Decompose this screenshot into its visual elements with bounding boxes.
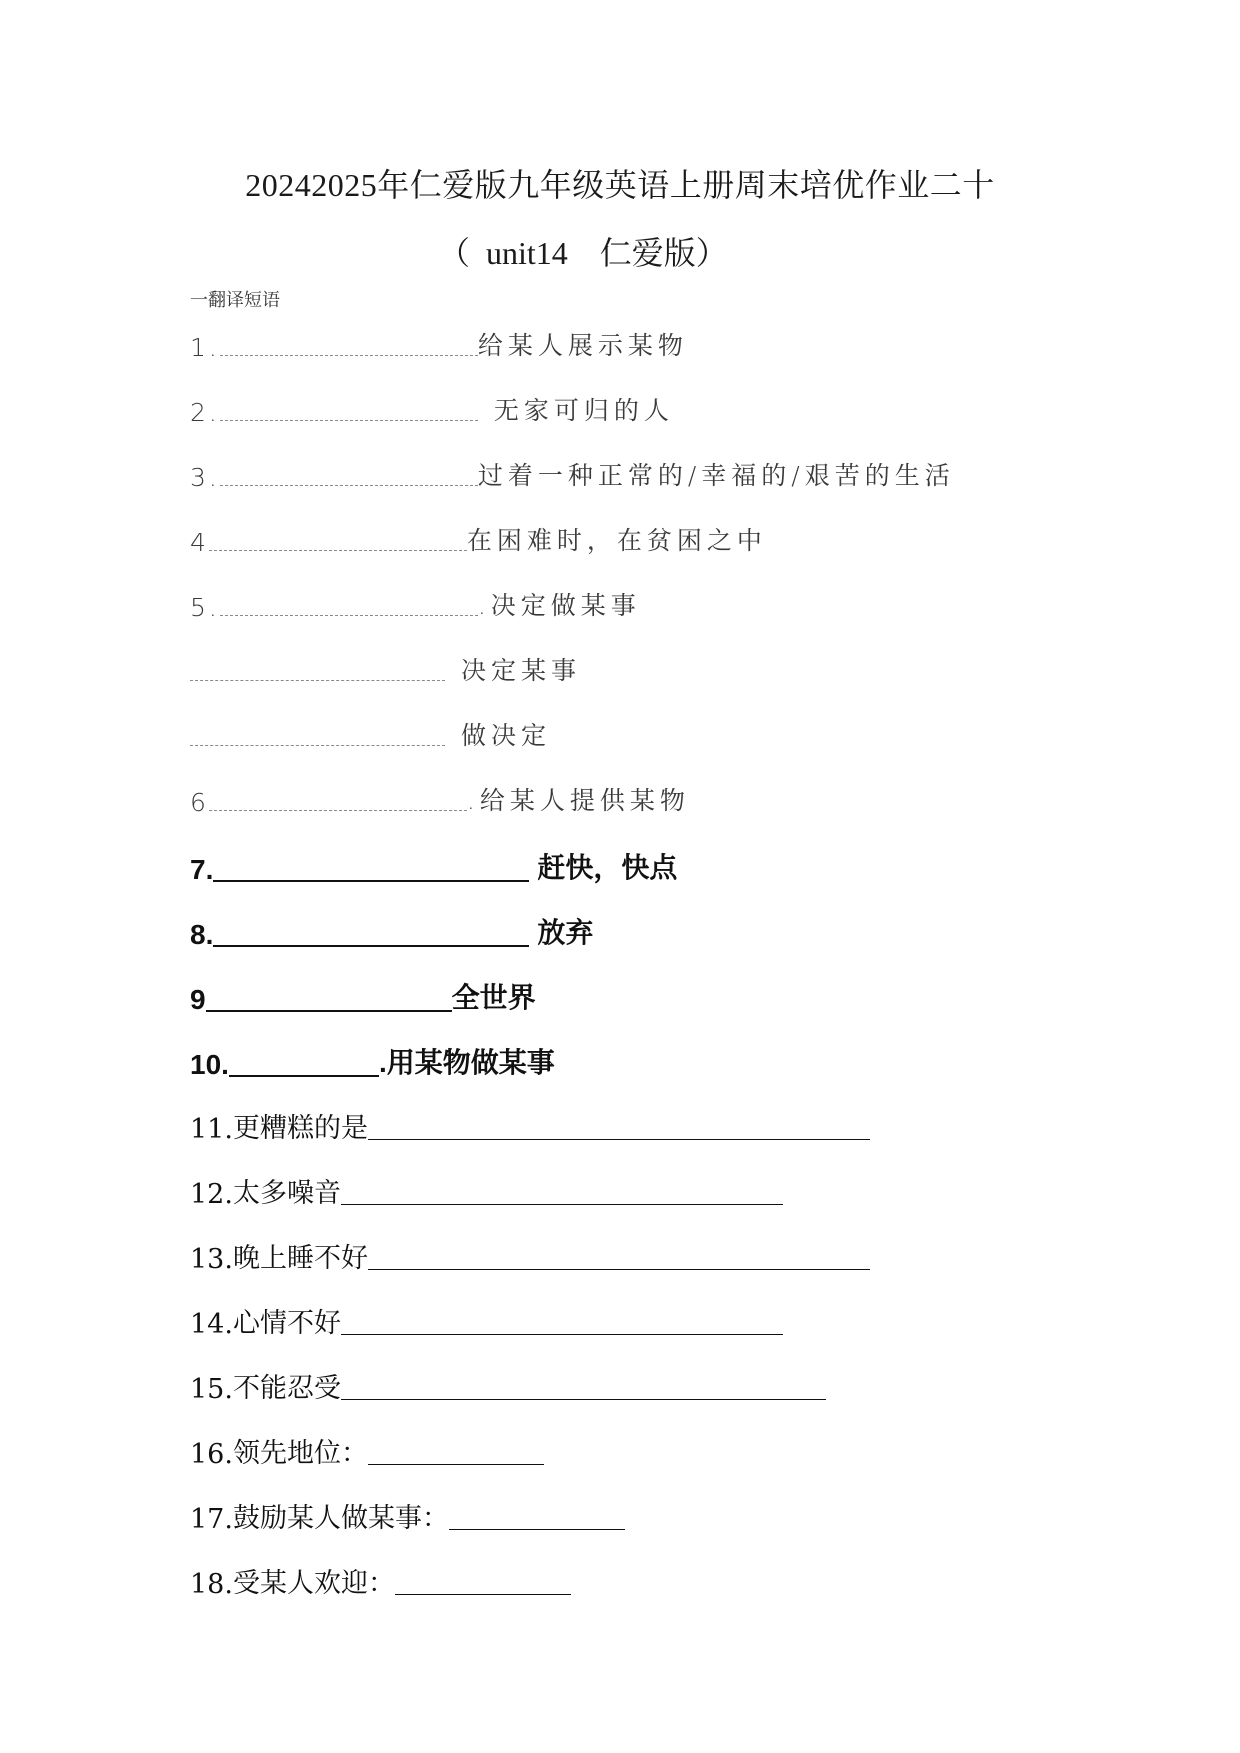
list-item [190, 1561, 571, 1600]
item-number: 11. [190, 1114, 233, 1145]
item-text: 无家可归的人 [493, 396, 674, 425]
section-heading: 一翻译短语 [190, 290, 280, 311]
item-number: 9 [190, 984, 206, 1015]
list-item [190, 846, 677, 886]
item-number: 6 [190, 788, 209, 817]
page-title: 20242025年仁爱版九年级英语上册周末培优作业二十 [245, 167, 995, 203]
item-text: 做决定 [461, 721, 552, 750]
list-item [190, 391, 674, 427]
item-text: 不能忍受 [232, 1373, 341, 1404]
list-item [190, 1366, 826, 1405]
item-text: 在困难时，在贫困之中 [466, 526, 767, 555]
item-text: 更糟糕的是 [232, 1113, 368, 1144]
answer-blank[interactable] [229, 1075, 379, 1077]
answer-blank[interactable] [213, 880, 529, 882]
item-text: 给某人展示某物 [477, 331, 688, 360]
item-number: 12. [190, 1179, 233, 1210]
answer-blank[interactable] [220, 354, 478, 356]
list-item [190, 1301, 783, 1340]
item-text: 领先地位： [232, 1438, 368, 1469]
item-number: 15. [190, 1374, 233, 1405]
list-item [190, 1106, 870, 1145]
item-text: 心情不好 [232, 1308, 341, 1339]
answer-blank[interactable] [190, 744, 445, 746]
item-number: 8. [190, 919, 214, 950]
list-item [190, 456, 955, 492]
item-text: 太多噪音 [232, 1178, 341, 1209]
item-number: 14. [190, 1309, 233, 1340]
list-item [190, 1496, 625, 1535]
item-text: 全世界 [451, 982, 536, 1013]
list-item [190, 1431, 544, 1470]
item-number: 13. [190, 1244, 233, 1275]
item-number: 1. [190, 333, 220, 362]
item-text: 过着一种正常的/幸福的/艰苦的生活 [477, 461, 955, 490]
item-number: 3. [190, 463, 220, 492]
list-item [190, 911, 593, 951]
item-number: 17. [190, 1504, 233, 1535]
list-item [190, 1171, 783, 1210]
page-subtitle: （ unit14 仁爱版） [438, 235, 728, 271]
item-number: 10. [190, 1049, 229, 1080]
answer-blank[interactable] [341, 1334, 783, 1335]
item-number: 18. [190, 1569, 233, 1600]
item-number: 4 [190, 528, 209, 557]
answer-blank[interactable] [449, 1529, 625, 1530]
list-item [190, 521, 767, 557]
item-text: .给某人提供某物 [466, 786, 690, 815]
answer-blank[interactable] [209, 809, 467, 811]
list-item [190, 781, 690, 817]
item-text: 赶快，快点 [537, 852, 678, 883]
list-item [190, 1236, 870, 1275]
item-text: 放弃 [537, 917, 594, 948]
item-text: 鼓励某人做某事： [232, 1503, 449, 1534]
list-item [190, 651, 581, 687]
item-number: 2. [190, 398, 220, 427]
answer-blank[interactable] [209, 549, 467, 551]
item-text: 受某人欢迎： [232, 1568, 395, 1599]
item-number: 16. [190, 1439, 233, 1470]
answer-blank[interactable] [213, 945, 529, 947]
item-text: 决定某事 [461, 656, 582, 685]
item-text: .用某物做某事 [378, 1047, 555, 1078]
item-text: .决定做某事 [477, 591, 641, 620]
answer-blank[interactable] [368, 1139, 870, 1140]
answer-blank[interactable] [190, 679, 445, 681]
answer-blank[interactable] [220, 419, 478, 421]
answer-blank[interactable] [220, 614, 478, 616]
item-number: 5. [190, 593, 220, 622]
answer-blank[interactable] [368, 1464, 544, 1465]
answer-blank[interactable] [368, 1269, 870, 1270]
item-text: 晚上睡不好 [232, 1243, 368, 1274]
list-item [190, 716, 551, 752]
item-number: 7. [190, 854, 214, 885]
list-item [190, 586, 641, 622]
list-item [190, 976, 536, 1016]
answer-blank[interactable] [220, 484, 478, 486]
list-item [190, 1041, 555, 1081]
answer-blank[interactable] [341, 1399, 826, 1400]
answer-blank[interactable] [341, 1204, 783, 1205]
list-item [190, 326, 688, 362]
answer-blank[interactable] [206, 1010, 452, 1012]
answer-blank[interactable] [395, 1594, 571, 1595]
